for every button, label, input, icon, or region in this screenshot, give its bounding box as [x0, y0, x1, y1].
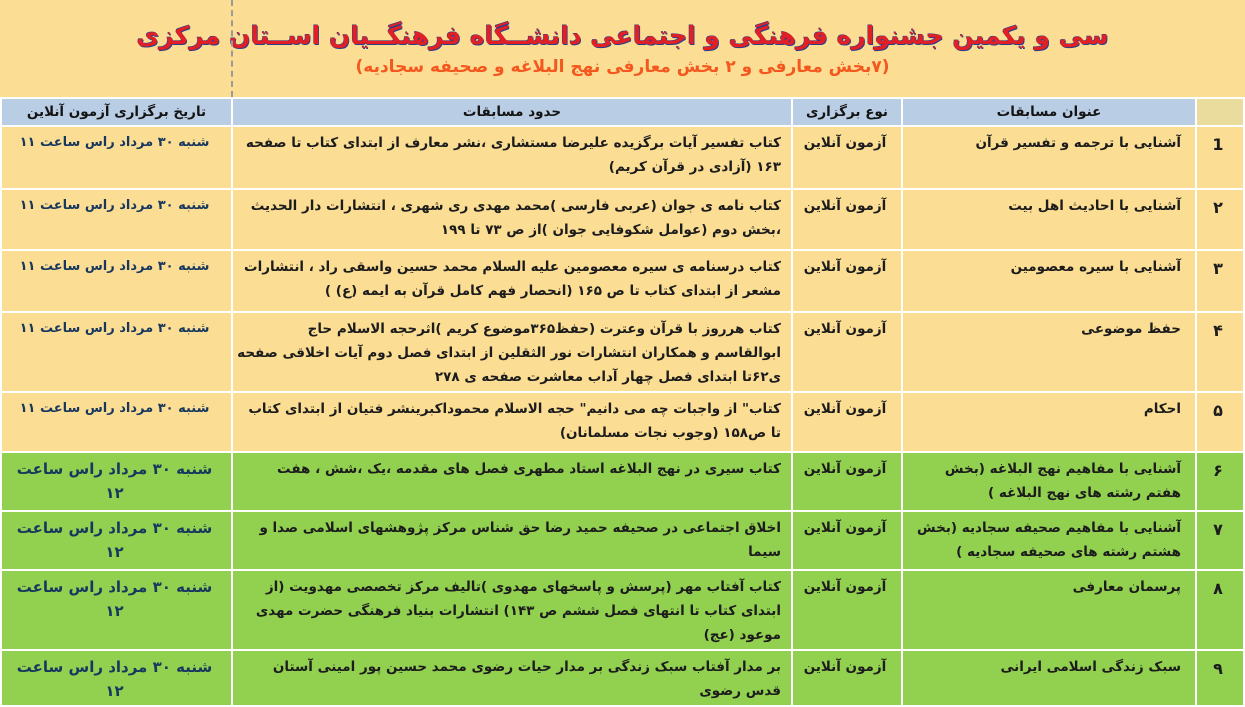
competition-title-cell: احکام — [903, 393, 1195, 451]
table-header-row — [2, 99, 1243, 125]
header-competition-title: عنوان مسابقات — [903, 99, 1195, 125]
row-number-cell: ۷ — [1197, 512, 1243, 569]
competition-scope-cell: کتاب نامه ی جوان (عربی فارسی )محمد مهدی ری شهری ، انتشارات دار الحدیث ،بخش دوم (عوامل شکوفایی جوان )از ص ۷۳ تا ۱۹۹ — [233, 190, 791, 249]
competition-scope-cell: کتاب هرروز با قرآن وعترت (حفظ۳۶۵موضوع کریم )اثرحجه الاسلام حاج ابوالقاسم و همکاران انتشارات نور الثقلین از ابتدای فصل دوم آیات اخلاقی صفحه ی۶۲تا ابتدای فصل چهار آداب معاشرت صفحه ی ۲۷۸ — [233, 313, 791, 391]
row-number-cell: ۹ — [1197, 651, 1243, 705]
exam-date-cell: شنبه ۳۰ مرداد راس ساعت ۱۲ — [2, 571, 231, 649]
competition-title-cell: سبک زندگی اسلامی ایرانی — [903, 651, 1195, 705]
competition-title-cell: آشنایی با احادیث اهل بیت — [903, 190, 1195, 249]
holding-type-cell: آزمون آنلاین — [793, 127, 901, 188]
competition-title-cell: حفظ موضوعی — [903, 313, 1195, 391]
table-row — [2, 127, 1243, 188]
competition-scope-cell: کتاب" از واجبات چه می دانیم" حجه الاسلام محموداکبرینشر فتیان از ابتدای کتاب تا ص۱۵۸ (وجوب نجات مسلمانان) — [233, 393, 791, 451]
row-number-cell: ۶ — [1197, 453, 1243, 510]
table-row — [2, 313, 1243, 391]
competition-scope-cell: کتاب سیری در نهج البلاغه استاد مطهری فصل های مقدمه ،یک ،شش ، هفت — [233, 453, 791, 510]
holding-type-cell: آزمون آنلاین — [793, 393, 901, 451]
header-row-number — [1197, 99, 1243, 125]
competition-title-cell: آشنایی با سیره معصومین — [903, 251, 1195, 311]
page-subtitle: (۷بخش معارفی و ۲ بخش معارفی نهج البلاغه و صحیفه سجادیه) — [355, 56, 890, 77]
table-row — [2, 453, 1243, 510]
holding-type-cell: آزمون آنلاین — [793, 251, 901, 311]
competition-scope-cell: کتاب آفتاب مهر (پرسش و پاسخهای مهدوی )تالیف مرکز تخصصی مهدویت (از ابتدای کتاب تا انتهای فصل ششم ص ۱۴۳) انتشارات بنیاد فرهنگی حضرت مهدی موعود (عج) — [233, 571, 791, 649]
holding-type-cell: آزمون آنلاین — [793, 512, 901, 569]
table-row — [2, 571, 1243, 649]
header-competition-scope: حدود مسابقات — [233, 99, 791, 125]
competition-title-cell: آشنایی با مفاهیم صحیفه سجادیه (بخش هشتم رشته های صحیفه سجادیه ) — [903, 512, 1195, 569]
row-number-cell: ۵ — [1197, 393, 1243, 451]
competition-scope-cell: کتاب درسنامه ی سیره معصومین علیه السلام محمد حسین واسقی راد ، انتشارات مشعر از ابتدای کتاب تا ص ۱۶۵ (انحصار فهم کامل قرآن به ایمه (ع) ) — [233, 251, 791, 311]
competition-scope-cell: اخلاق اجتماعی در صحیفه حمید رضا حق شناس مرکز پژوهشهای اسلامی صدا و سیما — [233, 512, 791, 569]
table-row — [2, 512, 1243, 569]
competition-title-cell: آشنایی با ترجمه و تفسیر قرآن — [903, 127, 1195, 188]
competitions-table — [0, 97, 1245, 707]
exam-date-cell: شنبه ۳۰ مرداد راس ساعت ۱۲ — [2, 512, 231, 569]
table-body — [2, 127, 1243, 705]
exam-date-cell: شنبه ۳۰ مرداد راس ساعت ۱۱ — [2, 190, 231, 249]
exam-date-cell: شنبه ۳۰ مرداد راس ساعت ۱۱ — [2, 393, 231, 451]
table-row — [2, 393, 1243, 451]
holding-type-cell: آزمون آنلاین — [793, 313, 901, 391]
page-break-dashed-line — [231, 0, 233, 97]
row-number-cell: 1 — [1197, 127, 1243, 188]
header-online-exam-date: تاریخ برگزاری آزمون آنلاین — [2, 99, 231, 125]
row-number-cell: ۸ — [1197, 571, 1243, 649]
exam-date-cell: شنبه ۳۰ مرداد راس ساعت ۱۲ — [2, 651, 231, 705]
exam-date-cell: شنبه ۳۰ مرداد راس ساعت ۱۱ — [2, 127, 231, 188]
row-number-cell: ۲ — [1197, 190, 1243, 249]
competition-scope-cell: بر مدار آفتاب سبک زندگی بر مدار حیات رضوی محمد حسین پور امینی آستان قدس رضوی — [233, 651, 791, 705]
competition-title-cell: پرسمان معارفی — [903, 571, 1195, 649]
table-row — [2, 651, 1243, 705]
row-number-cell: ۳ — [1197, 251, 1243, 311]
title-block — [0, 0, 1245, 97]
table-row — [2, 251, 1243, 311]
holding-type-cell: آزمون آنلاین — [793, 571, 901, 649]
row-number-cell: ۴ — [1197, 313, 1243, 391]
exam-date-cell: شنبه ۳۰ مرداد راس ساعت ۱۱ — [2, 313, 231, 391]
table-row — [2, 190, 1243, 249]
competition-scope-cell: کتاب تفسیر آیات برگزیده علیرضا مستشاری ،نشر معارف از ابتدای کتاب تا صفحه ۱۶۳ (آزادی در قرآن کریم) — [233, 127, 791, 188]
holding-type-cell: آزمون آنلاین — [793, 651, 901, 705]
header-holding-type: نوع برگزاری — [793, 99, 901, 125]
competition-title-cell: آشنایی با مفاهیم نهج البلاغه (بخش هفتم رشته های نهج البلاغه ) — [903, 453, 1195, 510]
exam-date-cell: شنبه ۳۰ مرداد راس ساعت ۱۲ — [2, 453, 231, 510]
holding-type-cell: آزمون آنلاین — [793, 453, 901, 510]
page-title: سی و یکمین جشنواره فرهنگی و اجتماعی دانشــگاه فرهنگــیان اســتان مرکزی — [136, 20, 1109, 50]
holding-type-cell: آزمون آنلاین — [793, 190, 901, 249]
exam-date-cell: شنبه ۳۰ مرداد راس ساعت ۱۱ — [2, 251, 231, 311]
